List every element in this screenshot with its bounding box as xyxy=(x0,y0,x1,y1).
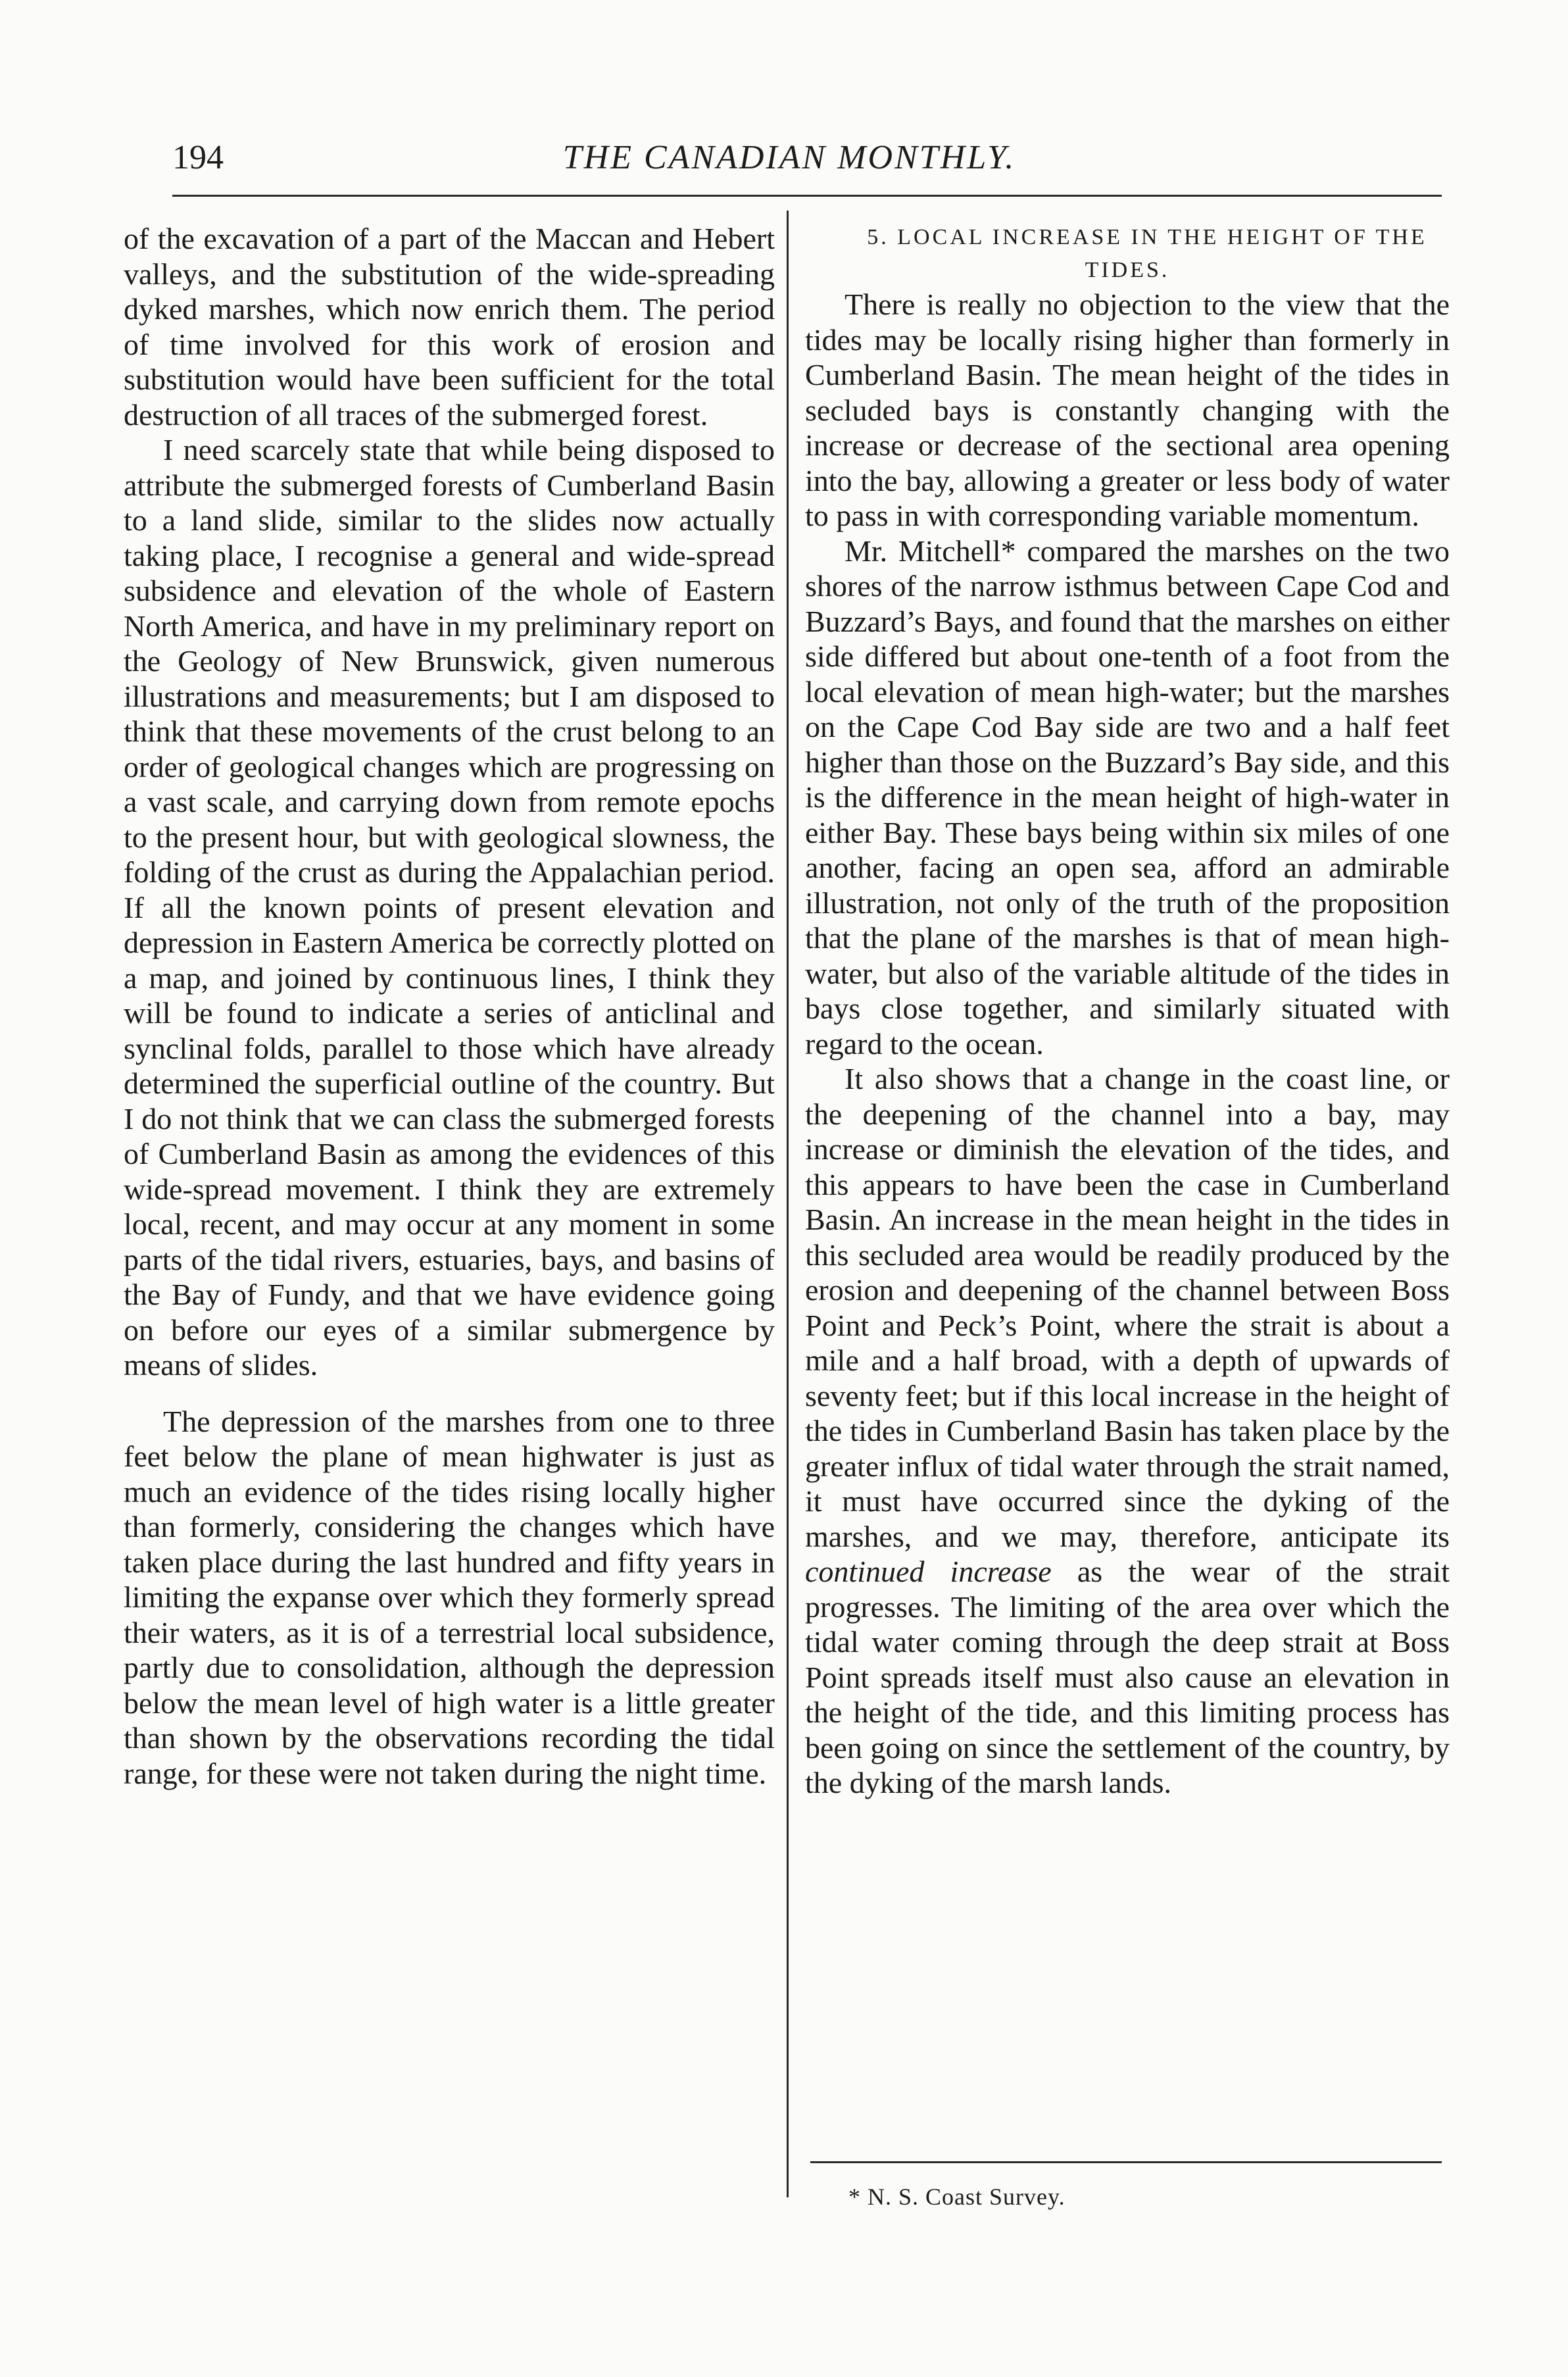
left-column xyxy=(124,221,775,1791)
paragraph: of the excavation of a part of the Maccan and Hebert valleys, and the substitution of the wide-spreading dyked marshes, which now enrich them. The period of time involved for this work of erosion and substitution would have been sufficient for the total destruction of all traces of the submerged forest. xyxy=(124,222,775,432)
paragraph xyxy=(805,1061,1450,1801)
paragraph: The depression of the marshes from one to three feet below the plane of mean highwater is just as much an evidence of the tides rising locally higher than formerly, considering the changes which have taken place during the last hundred and fifty years in limiting the expanse over which they formerly spread their waters, as it is of a terrestrial local subsidence, partly due to consolidation, although the depression below the mean level of high water is a little greater than shown by the observations recording the tidal range, for these were not taken during the night time. xyxy=(124,1404,775,1790)
header-rule xyxy=(172,195,1442,197)
right-column xyxy=(805,221,1450,1801)
paragraph: There is really no objection to the view that the tides may be locally rising higher than formerly in Cumberland Basin. The mean height of the tides in secluded bays is constantly changing with the increase or decrease of the sectional area opening into the bay, allowing a greater or less body of water to pass in with corresponding variable momentum. xyxy=(805,288,1450,532)
paragraph: I need scarcely state that while being disposed to attribute the submerged forests of Cumberland Basin to a land slide, similar to the slides now actually taking place, I recognise a general and wide-spread subsidence and elevation of the whole of Eastern North America, and have in my preliminary report on the Geology of New Brunswick, given numerous illustrations and measurements; but I am disposed to think that these movements of the crust belong to an order of geological changes which are progressing on a vast scale, and carrying down from remote epochs to the present hour, but with geological slowness, the folding of the crust as during the Appalachian period. If all the known points of present elevation and depression in Eastern America be correctly plotted on a map, and joined by continuous lines, I think they will be found to indicate a series of anticlinal and synclinal folds, parallel to those which have already determined the superficial outline of the country. But I do not think that we can class the submerged forests of Cumberland Basin as among the evidences of this wide-spread movement. I think they are extremely local, recent, and may occur at any moment in some parts of the tidal rivers, estuaries, bays, and basins of the Bay of Fundy, and that we have evidence going on before our eyes of a similar submergence by means of slides. xyxy=(124,433,775,1382)
paragraph-text: It also shows that a change in the coast line, or the deepening of the channel into a bay, may increase or diminish the elevation of the tides, and this appears to have been the case in Cumberland Basin. An increase in the mean height in the tides in this secluded area would be readily produced by the erosion and deepening of the channel between Boss Point and Peck’s Point, where the strait is about a mile and a half broad, with a depth of upwards of seventy feet; but if this local increase in the height of the tides in Cumberland Basin has taken place by the greater influx of tidal water through the strait named, it must have occurred since the dyking of the marshes, and we may, therefore, anticipate its xyxy=(805,1062,1450,1553)
footnote-rule xyxy=(810,2161,1442,2163)
section-heading: 5. LOCAL INCREASE IN THE HEIGHT OF THE TIDES. xyxy=(867,225,1427,282)
page-number: 194 xyxy=(172,139,224,176)
paragraph-text: as the wear of the strait progresses. The limiting of the area over which the tidal water coming through the deep strait at Boss Point spreads itself must also cause an elevation in the height of the tide, and this limiting process has been going on since the settlement of the country, by the dyking of the marsh lands. xyxy=(805,1555,1450,1799)
page-header xyxy=(132,138,1447,191)
column-divider xyxy=(787,211,789,2197)
paragraph: Mr. Mitchell* compared the marshes on the two shores of the narrow isthmus between Cape Cod and Buzzard’s Bays, and found that the marshes on either side differed but about one-tenth of a foot from the local elevation of mean high-water; but the marshes on the Cape Cod Bay side are two and a half feet higher than those on the Buzzard’s Bay side, and this is the difference in the mean height of high-water in either Bay. These bays being within six miles of one another, facing an open sea, afford an admirable illustration, not only of the truth of the proposition that the plane of the marshes is that of mean high-water, but also of the variable altitude of the tides in bays close together, and similarly situated with regard to the ocean. xyxy=(805,534,1450,1061)
emphasis-text: continued increase xyxy=(805,1555,1052,1588)
footnote: * N. S. Coast Survey. xyxy=(848,2184,1066,2210)
running-title: THE CANADIAN MONTHLY. xyxy=(562,139,1016,176)
